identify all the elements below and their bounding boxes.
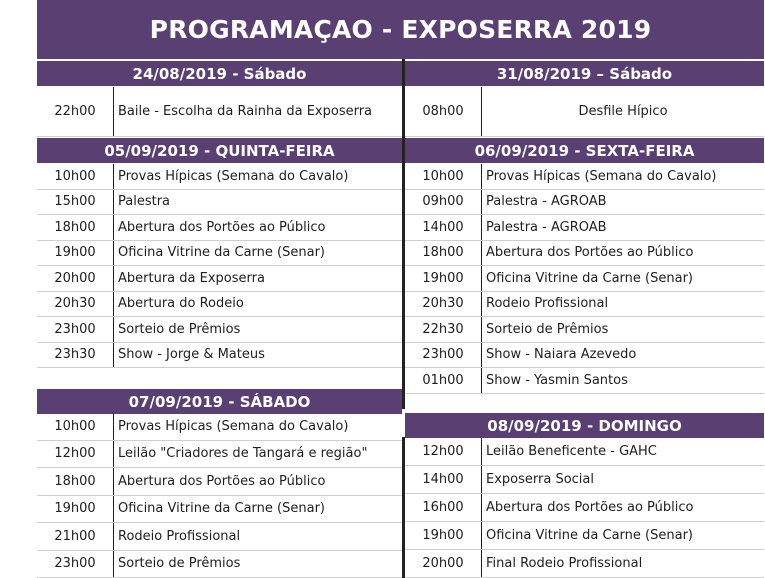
event-name: Sorteio de Prêmios bbox=[481, 317, 764, 342]
event-time: 19h00 bbox=[422, 528, 464, 543]
event-name: Oficina Vitrine da Carne (Senar) bbox=[113, 496, 402, 523]
event-name: Leilão "Criadores de Tangará e região" bbox=[113, 441, 402, 468]
event-time: 14h00 bbox=[422, 219, 464, 235]
event-name: Desfile Hípico bbox=[481, 87, 764, 136]
event-name: Leilão Beneficente - GAHC bbox=[481, 438, 764, 465]
event-name: Abertura dos Portões ao Público bbox=[113, 468, 402, 495]
event-name: Show - Jorge & Mateus bbox=[113, 343, 402, 368]
schedule-row bbox=[405, 343, 764, 369]
event-name: Final Rodeio Profissional bbox=[481, 550, 764, 577]
event-time: 18h00 bbox=[422, 245, 464, 261]
event-time: 23h30 bbox=[54, 347, 96, 363]
schedule-row bbox=[405, 368, 764, 394]
event-name: Abertura dos Portões ao Público bbox=[113, 215, 402, 240]
schedule-row bbox=[37, 441, 402, 469]
event-name: Abertura da Exposerra bbox=[113, 266, 402, 291]
event-name: Oficina Vitrine da Carne (Senar) bbox=[481, 522, 764, 549]
schedule-row bbox=[37, 241, 402, 267]
schedule-row bbox=[405, 522, 764, 550]
day-header-08-09: 08/09/2019 - DOMINGO bbox=[405, 413, 764, 438]
event-name: Oficina Vitrine da Carne (Senar) bbox=[481, 266, 764, 291]
day-header-05-09: 05/09/2019 - QUINTA-FEIRA bbox=[37, 138, 402, 163]
schedule-row bbox=[37, 413, 402, 441]
event-time: 20h30 bbox=[422, 296, 464, 312]
event-name: Provas Hípicas (Semana do Cavalo) bbox=[113, 413, 402, 440]
event-time: 19h00 bbox=[54, 245, 96, 261]
schedule-row bbox=[405, 266, 764, 292]
event-time: 19h00 bbox=[54, 501, 96, 517]
event-name: Palestra - AGROAB bbox=[481, 190, 764, 215]
event-time: 10h00 bbox=[54, 168, 96, 184]
event-name: Palestra - AGROAB bbox=[481, 215, 764, 240]
schedule-row bbox=[405, 241, 764, 267]
event-time: 22h00 bbox=[54, 104, 96, 119]
event-name: Palestra bbox=[113, 190, 402, 215]
schedule-row bbox=[37, 215, 402, 241]
event-time: 15h00 bbox=[54, 194, 96, 210]
event-time: 19h00 bbox=[422, 270, 464, 286]
event-time: 23h00 bbox=[54, 321, 96, 337]
event-name: Sorteio de Prêmios bbox=[113, 317, 402, 342]
schedule-row bbox=[37, 164, 402, 190]
page-title: PROGRAMAÇAO - EXPOSERRA 2019 bbox=[37, 0, 764, 59]
event-time: 18h00 bbox=[54, 219, 96, 235]
schedule-row bbox=[37, 292, 402, 318]
schedule-row bbox=[37, 523, 402, 551]
schedule-row bbox=[405, 190, 764, 216]
schedule-row bbox=[37, 343, 402, 369]
event-time: 20h00 bbox=[422, 556, 464, 571]
event-time: 20h00 bbox=[54, 270, 96, 286]
event-name: Show - Naiara Azevedo bbox=[481, 343, 764, 368]
event-time: 08h00 bbox=[422, 104, 464, 119]
event-time: 01h00 bbox=[422, 372, 464, 388]
schedule-row bbox=[405, 550, 764, 578]
event-name: Rodeio Profissional bbox=[481, 292, 764, 317]
event-name: Provas Hípicas (Semana do Cavalo) bbox=[481, 164, 764, 189]
event-time: 12h00 bbox=[54, 446, 96, 462]
event-time: 22h30 bbox=[422, 321, 464, 337]
schedule-row bbox=[405, 466, 764, 494]
event-time: 12h00 bbox=[422, 444, 464, 459]
day-header-07-09: 07/09/2019 - SÁBADO bbox=[37, 389, 402, 414]
schedule-row bbox=[37, 190, 402, 216]
schedule-row bbox=[405, 215, 764, 241]
schedule-row bbox=[37, 551, 402, 578]
schedule-row bbox=[37, 317, 402, 343]
event-name: Oficina Vitrine da Carne (Senar) bbox=[113, 241, 402, 266]
event-name: Provas Hípicas (Semana do Cavalo) bbox=[113, 164, 402, 189]
schedule-row bbox=[37, 87, 402, 137]
event-time: 10h00 bbox=[54, 418, 96, 434]
event-time: 23h00 bbox=[422, 347, 464, 363]
schedule-row bbox=[37, 496, 402, 524]
schedule-row bbox=[37, 468, 402, 496]
schedule-row bbox=[405, 292, 764, 318]
event-name: Sorteio de Prêmios bbox=[113, 551, 402, 578]
event-name: Abertura do Rodeio bbox=[113, 292, 402, 317]
schedule-row bbox=[405, 494, 764, 522]
schedule-row bbox=[405, 87, 764, 137]
event-name: Abertura dos Portões ao Público bbox=[481, 494, 764, 521]
event-time: 14h00 bbox=[422, 472, 464, 487]
schedule-row bbox=[405, 438, 764, 466]
event-time: 21h00 bbox=[54, 528, 96, 544]
event-time: 09h00 bbox=[422, 194, 464, 210]
day-header-06-09: 06/09/2019 - SEXTA-FEIRA bbox=[405, 138, 764, 163]
schedule-row bbox=[405, 164, 764, 190]
day-header-24-08: 24/08/2019 - Sábado bbox=[37, 61, 402, 86]
event-time: 10h00 bbox=[422, 168, 464, 184]
event-name: Rodeio Profissional bbox=[113, 523, 402, 550]
event-name: Show - Yasmin Santos bbox=[481, 368, 764, 393]
event-name: Baile - Escolha da Rainha da Exposerra bbox=[113, 87, 402, 136]
event-time: 23h00 bbox=[54, 556, 96, 572]
event-time: 18h00 bbox=[54, 473, 96, 489]
day-header-31-08: 31/08/2019 – Sábado bbox=[405, 61, 764, 86]
event-time: 20h30 bbox=[54, 296, 96, 312]
schedule-row bbox=[37, 266, 402, 292]
event-name: Exposerra Social bbox=[481, 466, 764, 493]
event-name: Abertura dos Portões ao Público bbox=[481, 241, 764, 266]
schedule-row bbox=[405, 317, 764, 343]
event-time: 16h00 bbox=[422, 500, 464, 515]
